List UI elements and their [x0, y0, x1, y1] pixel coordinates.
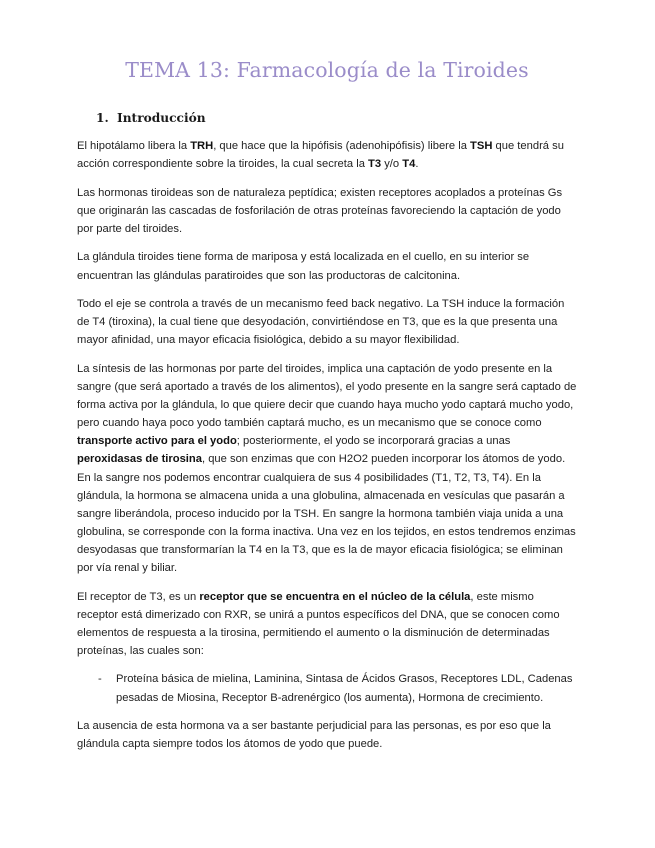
bold-term: peroxidasas de tirosina [77, 453, 202, 466]
bold-term: transporte activo para el yodo [77, 435, 237, 448]
text-run: La síntesis de las hormonas por parte del tiroides, implica una captación de yodo presente en la sangre (que será aportado a través de los alimentos), el yodo presente en la sangre será captado de forma activa por la glándula, lo que quiere decir que cuando haya mucho yodo captará mucho yodo, pero cuando haya poco yodo también captará mucho, es un mecanismo que se conoce como [77, 362, 577, 430]
section-title: Introducción [117, 111, 206, 125]
text-run: La glándula tiroides tiene forma de mariposa y está localizada en el cuello, en su interior se encuentran las glándulas paratiroides que son las productoras de calcitonina. [77, 251, 530, 282]
bold-term: T4 [402, 158, 416, 171]
text-run: que tendrá su acción correspondiente sobre la tiroides, la cual secreta la [77, 140, 564, 171]
body-paragraph [77, 184, 577, 238]
list-item-text: Proteína básica de mielina, Laminina, Sintasa de Ácidos Grasos, Receptores LDL, Cadenas pesadas de Miosina, Receptor B-adrenérgico (los aumenta), Hormona de crecimiento. [116, 673, 573, 704]
text-run: . [415, 158, 419, 171]
text-run: Las hormonas tiroideas son de naturaleza peptídica; existen receptores acoplados a proteínas Gs que originarán las cascadas de fosforilación de otras proteínas favoreciendo la captación de yodo por parte del tiroides. [77, 186, 563, 235]
bold-term: T3 [368, 158, 382, 171]
paragraph-list [77, 137, 577, 660]
bullet-dash: - [98, 673, 102, 686]
body-paragraph [77, 588, 577, 660]
text-run: Todo el eje se controla a través de un mecanismo feed back negativo. La TSH induce la formación de T4 (tiroxina), la cual tiene que desyodación, convirtiéndose en T3, que es la que presenta una mayor afinidad, una mayor eficacia fisiológica, debido a su mayor flexibilidad. [77, 298, 565, 347]
text-run: , que hace que la hipófisis (adenohipófisis) libere la [213, 140, 471, 152]
section-heading [96, 109, 577, 127]
body-paragraph [77, 295, 577, 349]
body-paragraph [77, 360, 577, 577]
closing-paragraph: La ausencia de esta hormona va a ser bastante perjudicial para las personas, es por eso que la glándula capta siempre todos los átomos de yodo que puede. [77, 720, 551, 751]
bold-term: TSH [470, 140, 493, 152]
body-paragraph [77, 137, 577, 173]
section-number: 1. [96, 111, 109, 125]
list-item [98, 670, 577, 706]
text-run: ; posteriormente, el yodo se incorporará gracias a unas [236, 435, 511, 448]
text-run: El hipotálamo libera la [77, 140, 191, 152]
body-paragraph [77, 248, 577, 284]
bold-term: TRH [190, 140, 214, 152]
text-run: El receptor de T3, es un [77, 590, 200, 603]
text-run: , este mismo receptor está dimerizado con RXR, se unirá a puntos específicos del DNA, que se conocen como elementos de respuesta a la tirosina, permitiendo el aumento o la disminución de determinadas proteínas, las cuales son: [77, 590, 560, 657]
document-title: TEMA 13: Farmacología de la Tiroides [125, 58, 529, 82]
text-run: , que son enzimas que con H2O2 pueden incorporar los átomos de yodo. En la sangre nos podemos encontrar cualquiera de sus 4 posibilidades (T1, T2, T3, T4). En la glándula, la hormona se almacena unida a una globulina, almacenada en vesículas que pasarán a sangre liberándola, proceso inducido por la TSH. En sangre la hormona también viaja unida a una globulina, se corresponde con la forma inactiva. Una vez en los tejidos, en estos tendremos enzimas desyodasas que transformarían la T4 en la T3, que es la de mayor eficacia fisiológica; se eliminan por vía renal y biliar. [77, 453, 576, 574]
bold-term: receptor que se encuentra en el núcleo de la célula [199, 590, 471, 603]
bullet-list [77, 670, 577, 706]
text-run: y/o [381, 158, 403, 171]
